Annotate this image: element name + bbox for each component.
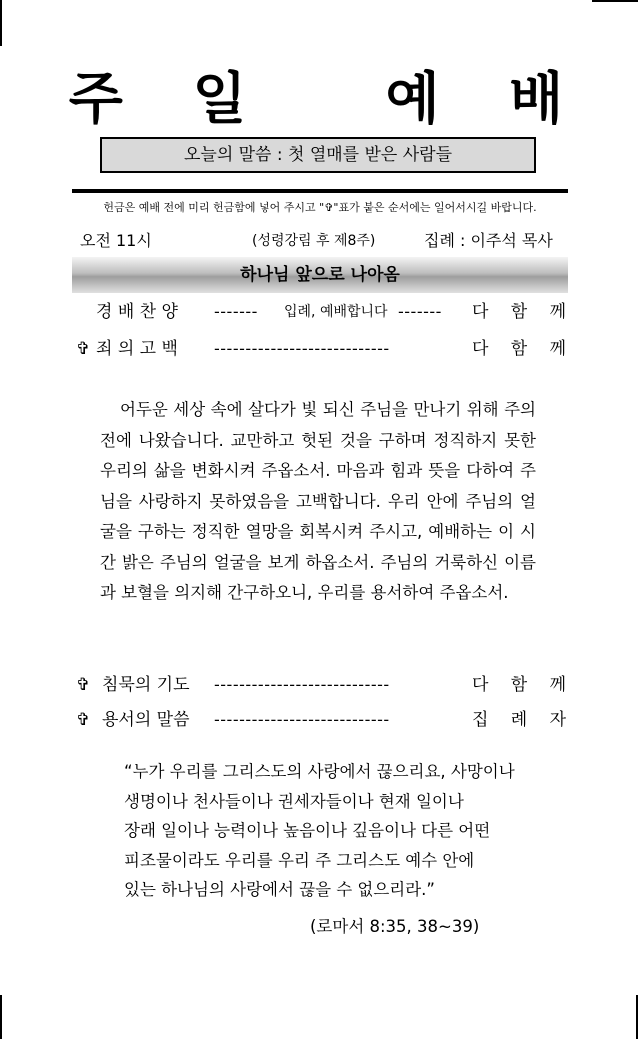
crop-mark-top-right — [592, 0, 638, 2]
leader-char: 례 — [510, 710, 528, 730]
sermon-title: 오늘의 말씀 : 첫 열매를 받은 사람들 — [183, 145, 453, 165]
leader-char: 다 — [472, 339, 489, 359]
order-item-dashes: ------- — [398, 302, 442, 321]
section-heading — [72, 257, 568, 293]
scripture-line: 생명이나 천사들이나 권세자들이나 현재 일이나 — [124, 791, 464, 811]
scripture-passage — [124, 757, 528, 905]
stand-cross-icon: ✞ — [76, 339, 91, 359]
liturgical-season: (성령강림 후 제8주) — [252, 233, 376, 249]
order-item-dashes: ---------------------------- — [214, 710, 390, 729]
leader-char: 함 — [510, 339, 528, 359]
order-item-note: 입례, 예배합니다 — [284, 304, 388, 320]
order-item-leader — [472, 672, 566, 698]
standing-notice: 헌금은 예배 전에 미리 헌금함에 넣어 주시고 "✞"표가 붙은 순서에는 일어서시길 바랍니다. — [103, 201, 537, 214]
order-item-dashes: ------- — [214, 302, 258, 321]
leader-char: 께 — [549, 302, 566, 322]
leader-char: 집 — [472, 710, 489, 730]
scripture-line: 피조물이라도 우리를 우리 주 그리스도 예수 안에 — [124, 850, 475, 870]
leader-char: 께 — [549, 339, 566, 359]
confession-prayer-text: 어두운 세상 속에 살다가 빛 되신 주님을 만나기 위해 주의 전에 나왔습니다. 교만하고 헛된 것을 구하며 정직하지 못한 우리의 삶을 변화시켜 주옵소서. 마음과 힘과 뜻을 다하여 주님을 사랑하지 못하였음을 고백합니다. 우리 안에 주님의 얼굴을 구하는 정직한 열망을 회복시켜 주시고, 예배하는 이 시간 밝은 주님의 얼굴을 보게 하옵소서. 주님의 거룩하신 이름과 보혈을 의지해 간구하오니, 우리를 용서하여 주옵소서. — [100, 400, 536, 602]
service-time: 오전 11시 — [80, 231, 152, 250]
scripture-line: “누가 우리를 그리스도의 사랑에서 끊으리요, 사망이나 — [124, 762, 515, 781]
order-item-leader — [472, 336, 566, 362]
scripture-line: 장래 일이나 능력이나 높음이나 깊음이나 다른 어떤 — [124, 821, 491, 840]
page-title — [0, 68, 638, 132]
order-item-name: 죄 의 고 백 — [96, 339, 178, 359]
order-item-confession — [76, 336, 566, 362]
title-char: 배 — [509, 67, 570, 132]
leader-char: 께 — [549, 675, 566, 695]
order-item-name: 침묵의 기도 — [102, 675, 190, 695]
section-heading-text: 하나님 앞으로 나아옴 — [240, 265, 400, 285]
order-item-dashes: ---------------------------- — [214, 339, 390, 358]
leader-char: 함 — [510, 675, 528, 695]
order-item-praise — [76, 299, 566, 325]
crop-mark-top-left — [0, 0, 2, 46]
leader-char: 다 — [472, 675, 489, 695]
order-item-silent-prayer — [76, 672, 566, 698]
order-item-name: 용서의 말씀 — [102, 710, 190, 730]
confession-prayer — [100, 395, 536, 609]
stand-cross-icon: ✞ — [76, 710, 91, 730]
leader-char: 자 — [549, 710, 566, 730]
crop-mark-bottom-left — [0, 995, 2, 1039]
scripture-reference: (로마서 8:35, 38~39) — [310, 917, 480, 936]
divider-rule — [72, 189, 568, 193]
order-item-assurance — [76, 707, 566, 733]
stand-cross-icon: ✞ — [76, 675, 91, 695]
title-char: 주 — [68, 67, 129, 132]
sermon-title-box — [100, 137, 536, 173]
title-char: 예 — [385, 67, 446, 132]
order-item-name: 경 배 찬 양 — [96, 302, 178, 322]
order-item-leader — [472, 707, 566, 733]
presider: 집례 : 이주석 목사 — [424, 231, 553, 250]
order-item-leader — [472, 299, 566, 325]
leader-char: 함 — [510, 302, 528, 322]
title-char: 일 — [192, 67, 253, 132]
leader-char: 다 — [472, 302, 489, 322]
order-item-dashes: ---------------------------- — [214, 675, 390, 694]
scripture-line: 있는 하나님의 사랑에서 끊을 수 없으리라.” — [124, 880, 435, 899]
